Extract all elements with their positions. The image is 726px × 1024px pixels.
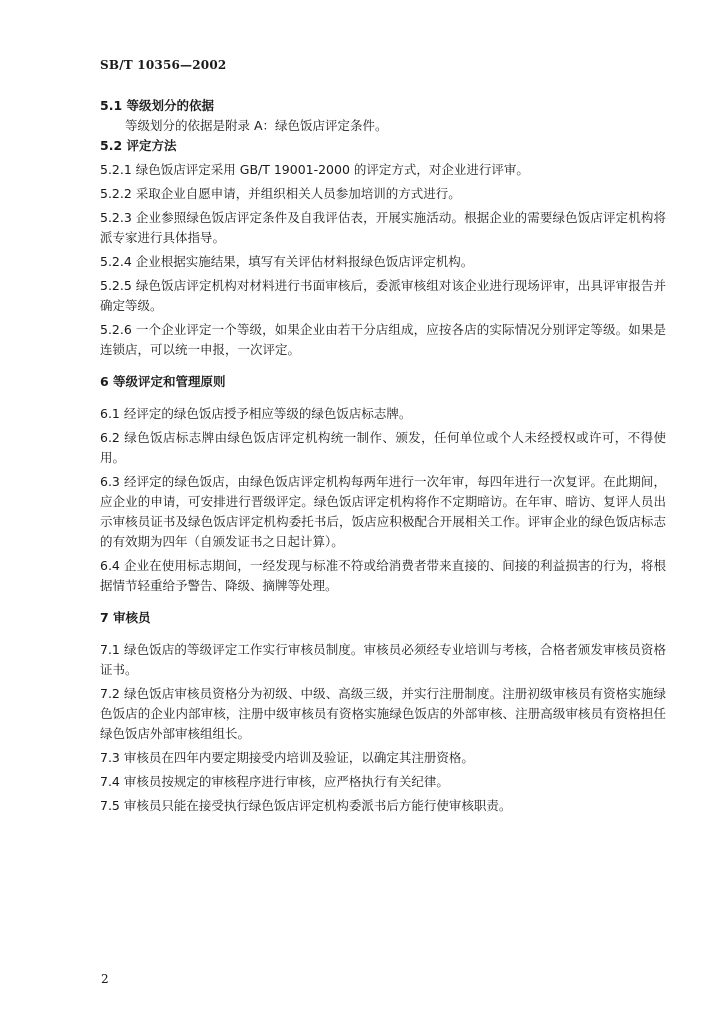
clause-5-2-3: 5.2.3 企业参照绿色饭店评定条件及自我评估表，开展实施活动。根据企业的需要绿色饭店评定机构将派专家进行具体指导。 [100,210,666,245]
clause-7-1: 7.1 绿色饭店的等级评定工作实行审核员制度。审核员必须经专业培训与考核，合格者颁发审核员资格证书。 [100,642,666,677]
clause-5-2-6: 5.2.6 一个企业评定一个等级，如果企业由若干分店组成，应按各店的实际情况分别评定等级。如果是连锁店，可以统一申报，一次评定。 [100,322,666,357]
clause-7-3: 7.3 审核员在四年内要定期接受内培训及验证，以确定其注册资格。 [100,750,474,765]
page-number: 2 [101,972,109,986]
section-7-heading: 7 审核员 [100,610,151,625]
clause-7-5: 7.5 审核员只能在接受执行绿色饭店评定机构委派书后方能行使审核职责。 [100,798,512,813]
clause-5-2-4: 5.2.4 企业根据实施结果，填写有关评估材料报绿色饭店评定机构。 [100,254,474,269]
clause-5-2-1: 5.2.1 绿色饭店评定采用 GB/T 19001-2000 的评定方式，对企业进行评审。 [100,162,529,177]
clause-6-4: 6.4 企业在使用标志期间，一经发现与标准不符或给消费者带来直接的、间接的利益损害的行为，将根据情节轻重给予警告、降级、摘牌等处理。 [100,558,666,593]
document-body [100,96,666,816]
section-6-heading: 6 等级评定和管理原则 [100,374,226,389]
document-code: SB/T 10356—2002 [100,58,227,72]
clause-6-2: 6.2 绿色饭店标志牌由绿色饭店评定机构统一制作、颁发，任何单位或个人未经授权或许可，不得使用。 [100,430,666,465]
section-5-2-heading: 5.2 评定方法 [100,138,177,153]
clause-6-1: 6.1 经评定的绿色饭店授予相应等级的绿色饭店标志牌。 [100,406,412,421]
section-5-1-text: 等级划分的依据是附录 A：绿色饭店评定条件。 [125,118,388,133]
clause-7-2: 7.2 绿色饭店审核员资格分为初级、中级、高级三级，并实行注册制度。注册初级审核员有资格实施绿色饭店的企业内部审核，注册中级审核员有资格实施绿色饭店的外部审核、注册高级审核员有资格担任绿色饭店外部审核组组长。 [100,686,666,741]
clause-5-2-2: 5.2.2 采取企业自愿申请，并组织相关人员参加培训的方式进行。 [100,186,461,201]
clause-7-4: 7.4 审核员按规定的审核程序进行审核，应严格执行有关纪律。 [100,774,449,789]
clause-6-3: 6.3 经评定的绿色饭店，由绿色饭店评定机构每两年进行一次年审，每四年进行一次复评。在此期间，应企业的申请，可安排进行晋级评定。绿色饭店评定机构将作不定期暗访。在年审、暗访、复评人员出示审核员证书及绿色饭店评定机构委托书后，饭店应积极配合开展相关工作。评审企业的绿色饭店标志的有效期为四年（自颁发证书之日起计算）。 [100,474,666,549]
clause-5-2-5: 5.2.5 绿色饭店评定机构对材料进行书面审核后，委派审核组对该企业进行现场评审，出具评审报告并确定等级。 [100,278,666,313]
section-5-1-heading: 5.1 等级划分的依据 [100,98,214,113]
